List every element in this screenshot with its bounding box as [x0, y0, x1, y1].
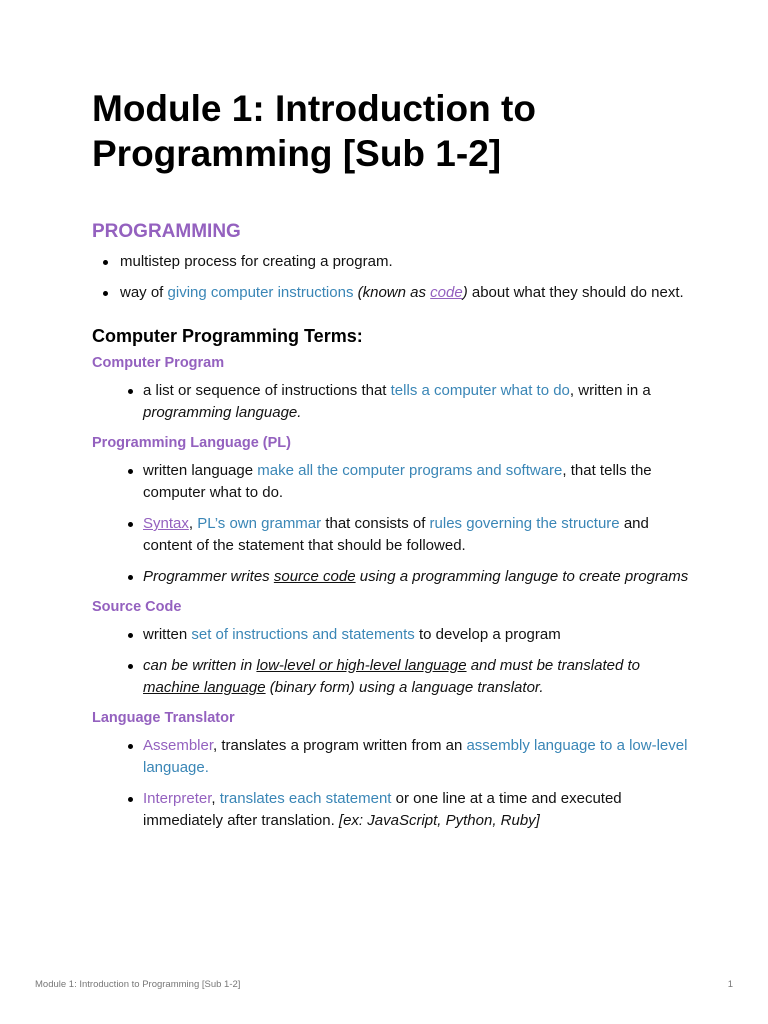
language-translator-list — [92, 735, 692, 832]
source-code-list — [92, 624, 692, 699]
term-heading-programming-language: Programming Language (PL) — [92, 435, 291, 451]
list-item: Interpreter, translates each statement or one line at a time and executed immediately after translation. [ex: JavaScript, Python, Ruby] — [92, 788, 692, 832]
list-item: Assembler, translates a program written from an assembly language to a low-level language. — [92, 735, 692, 779]
list-item: Syntax, PL’s own grammar that consists of rules governing the structure and content of the statement that should be followed. — [92, 513, 692, 557]
term-heading-computer-program: Computer Program — [92, 355, 225, 371]
page-title: Module 1: Introduction to Programming [Sub 1-2] — [92, 88, 536, 174]
list-item: can be written in low-level or high-level language and must be translated to machine language (binary form) using a language translator. — [92, 655, 692, 699]
terms-heading: Computer Programming Terms: — [92, 326, 363, 346]
list-item: way of giving computer instructions (known as code) about what they should do next. — [92, 282, 692, 304]
term-heading-source-code: Source Code — [92, 599, 182, 615]
computer-program-list — [92, 380, 692, 424]
syntax-link[interactable]: Syntax — [143, 515, 189, 532]
highlight-text: giving computer instructions — [167, 284, 354, 301]
section-heading-programming: PROGRAMMING — [92, 221, 241, 242]
document-page — [92, 86, 692, 841]
footer-title: Module 1: Introduction to Programming [Sub 1-2] — [35, 979, 241, 990]
list-item: Programmer writes source code using a programming languge to create programs — [92, 566, 692, 588]
list-item: written language make all the computer programs and software, that tells the computer what to do. — [92, 460, 692, 504]
programming-list — [92, 251, 692, 304]
term-heading-language-translator: Language Translator — [92, 710, 235, 726]
page-footer — [35, 979, 733, 990]
list-item: a list or sequence of instructions that tells a computer what to do, written in a programming language. — [92, 380, 692, 424]
programming-language-list — [92, 460, 692, 588]
code-link[interactable]: code — [430, 284, 463, 301]
page-number: 1 — [727, 979, 733, 990]
list-item: written set of instructions and statements to develop a program — [92, 624, 692, 646]
list-item: multistep process for creating a program. — [92, 251, 692, 273]
